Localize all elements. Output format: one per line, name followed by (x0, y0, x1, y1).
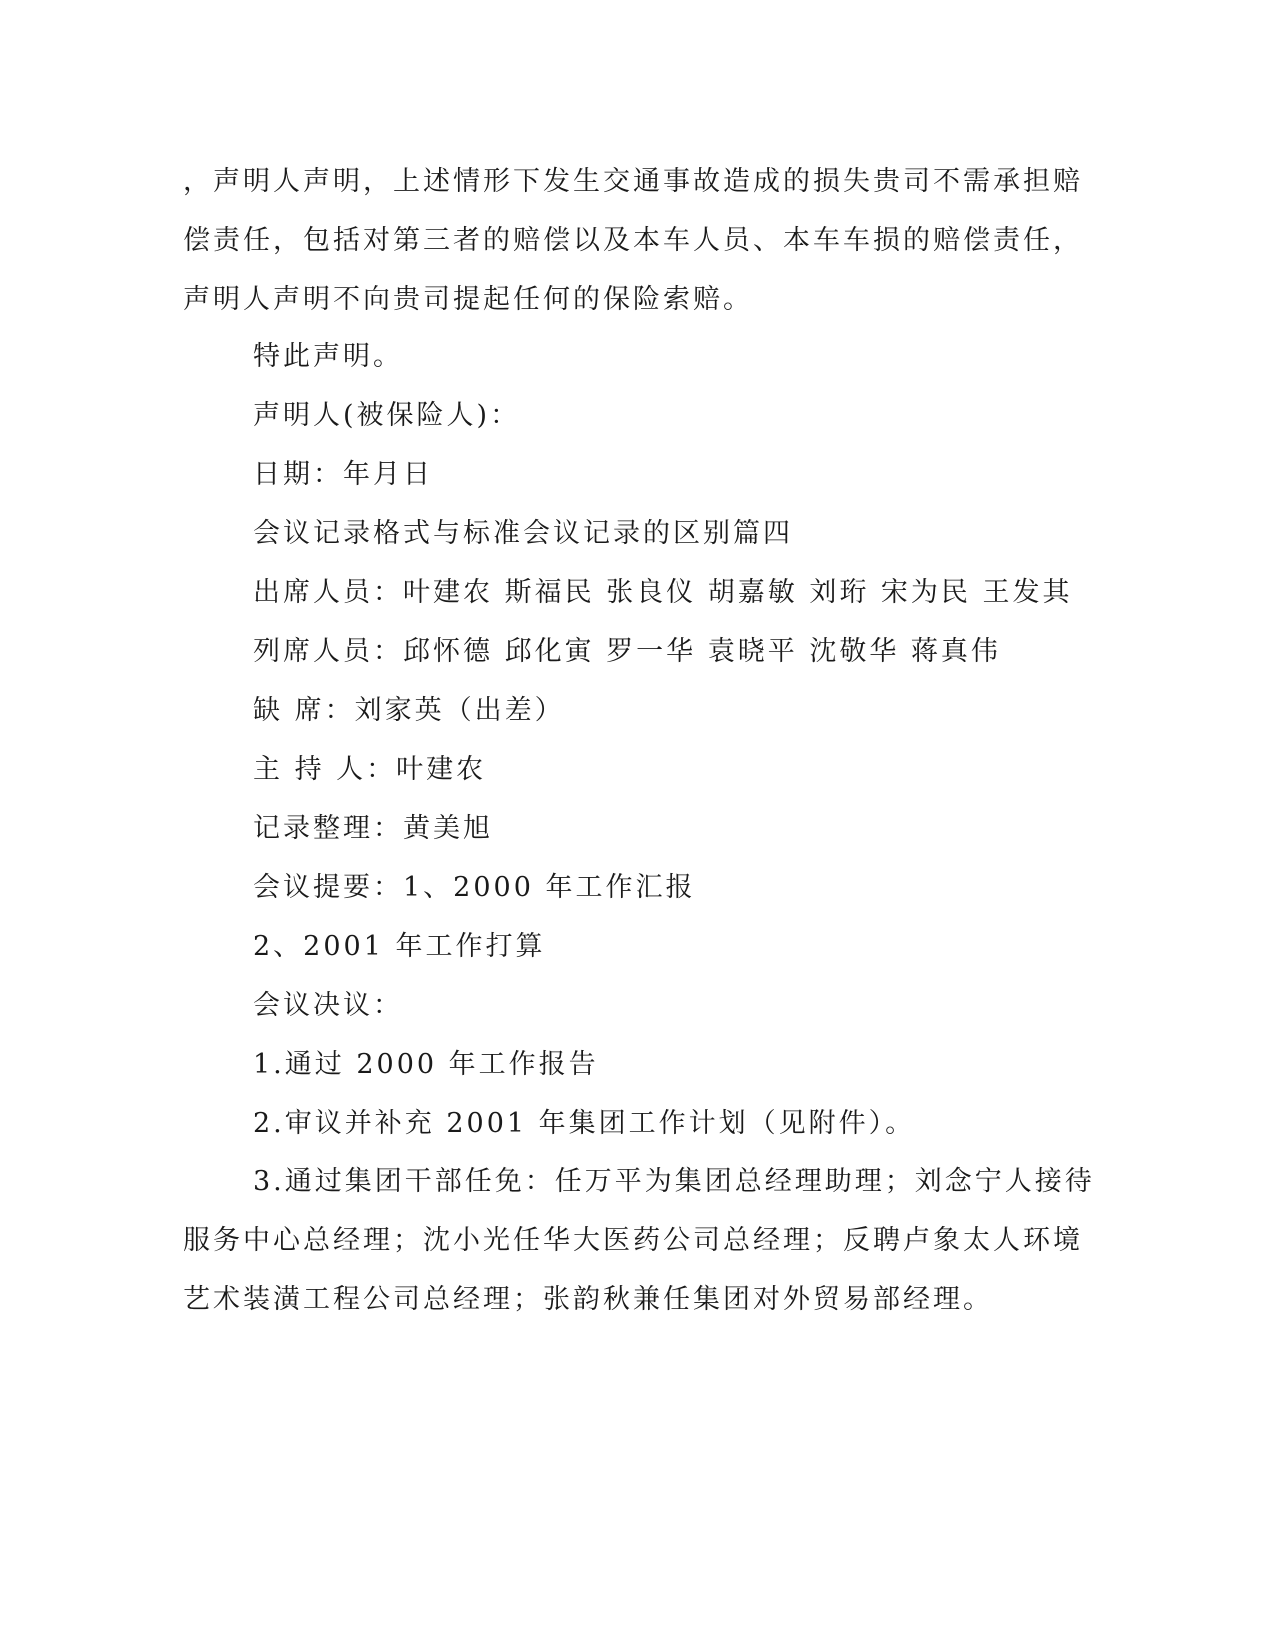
resolutions-heading: 会议决议： (253, 990, 403, 1021)
paragraph-line: 服务中心总经理；沈小光任华大医药公司总经理；反聘卢象太人环境 (183, 1225, 1083, 1256)
declarant-line: 声明人(被保险人)： (253, 400, 521, 431)
absent-line: 缺 席：刘家英（出差） (253, 695, 565, 726)
observers-line: 列席人员：邱怀德 邱化寅 罗一华 袁晓平 沈敬华 蒋真伟 (253, 636, 1001, 667)
special-statement: 特此声明。 (253, 341, 403, 372)
resolution-item-3: 3.通过集团干部任免：任万平为集团总经理助理；刘念宁人接待 (253, 1166, 1095, 1197)
paragraph-line: 声明人声明不向贵司提起任何的保险索赔。 (183, 284, 753, 315)
paragraph-line: 艺术装潢工程公司总经理；张韵秋兼任集团对外贸易部经理。 (183, 1284, 993, 1315)
paragraph-line: ，声明人声明，上述情形下发生交通事故造成的损失贵司不需承担赔 (183, 166, 1083, 197)
resolution-item-1: 1.通过 2000 年工作报告 (253, 1049, 599, 1080)
resolution-item-2: 2.审议并补充 2001 年集团工作计划（见附件）。 (253, 1108, 916, 1139)
recorder-line: 记录整理：黄美旭 (253, 813, 493, 844)
date-line: 日期：年月日 (253, 459, 433, 490)
attendees-line: 出席人员：叶建农 斯福民 张良仪 胡嘉敏 刘珩 宋为民 王发其 (253, 577, 1073, 608)
agenda-item-2: 2、2001 年工作打算 (253, 931, 546, 962)
agenda-item-1: 会议提要：1、2000 年工作汇报 (253, 872, 696, 903)
paragraph-line: 偿责任，包括对第三者的赔偿以及本车人员、本车车损的赔偿责任， (183, 225, 1083, 256)
host-line: 主 持 人：叶建农 (253, 754, 487, 785)
section-title: 会议记录格式与标准会议记录的区别篇四 (253, 518, 793, 549)
